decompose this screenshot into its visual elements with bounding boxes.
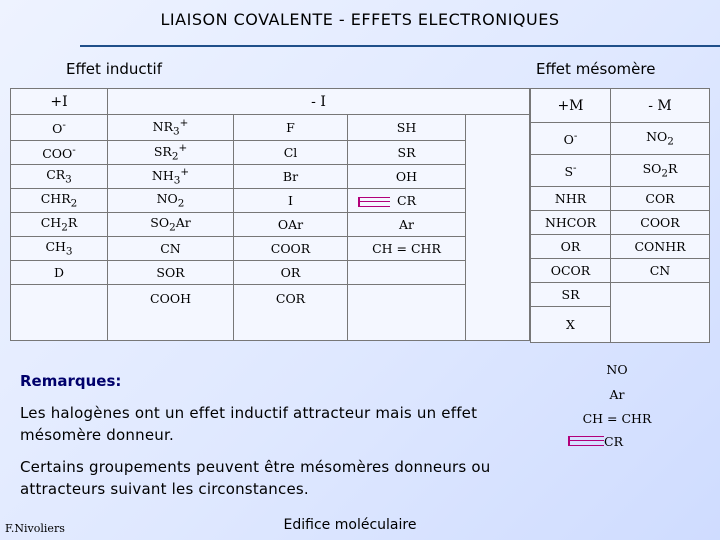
minus-i-cell: I (234, 189, 348, 213)
minus-i-cell: OR (234, 261, 348, 285)
plus-i-cell: D (11, 261, 108, 285)
minus-i-cell: $SR_2^+$ (108, 141, 234, 165)
minus-i-cell: COR (234, 285, 348, 341)
plus-m-cell: OR (531, 235, 611, 259)
plus-i-cell: $CH_3$ (11, 237, 108, 261)
minus-i-cell: COOR (234, 237, 348, 261)
ambivalent-ar: Ar (609, 387, 625, 402)
minus-i-cell: CH = CHR (348, 237, 466, 261)
ambivalent-no: NO (606, 362, 628, 377)
plus-i-cell: $CHR_2$ (11, 189, 108, 213)
minus-i-cell: SOR (108, 261, 234, 285)
page-title: LIAISON COVALENTE - EFFETS ELECTRONIQUES (160, 10, 560, 29)
minus-i-cell: SR (348, 141, 466, 165)
minus-i-cell: $NH_3^+$ (108, 165, 234, 189)
ambivalent-alkyne: CR (604, 434, 623, 449)
plus-i-cell: COO- (11, 141, 108, 165)
minus-i-cell: Br (234, 165, 348, 189)
minus-m-cell: CONHR (611, 235, 710, 259)
remark-groups: Certains groupements peuvent être mésomères donneurs ou attracteurs suivant les circonstances. (20, 458, 491, 498)
minus-i-cell: SH (348, 115, 466, 141)
minus-m-cell: $NO_2$ (611, 123, 710, 155)
mesomeric-heading: Effet mésomère (536, 60, 656, 78)
plus-i-cell: $CH_2R$ (11, 213, 108, 237)
plus-m-cell: NHR (531, 187, 611, 211)
minus-i-cell: CR (348, 189, 466, 213)
triple-bond-icon (358, 197, 390, 207)
minus-i-cell: CN (108, 237, 234, 261)
plus-m-cell: X (531, 307, 611, 343)
minus-i-cell: $NO_2$ (108, 189, 234, 213)
footer-title: Edifice moléculaire (283, 517, 417, 533)
title-rule (80, 45, 720, 47)
minus-i-cell: $NR_3^+$ (108, 115, 234, 141)
mesomeric-table (530, 88, 710, 343)
minus-i-cell: COOH (108, 285, 234, 341)
minus-i-cell (348, 285, 466, 341)
minus-m-cell: CN (611, 259, 710, 283)
plus-i-header: +I (11, 89, 108, 115)
minus-i-cell: $SO_2Ar$ (108, 213, 234, 237)
inductive-heading: Effet inductif (66, 60, 162, 78)
plus-m-cell: O- (531, 123, 611, 155)
plus-i-cell (11, 285, 108, 341)
plus-m-cell: OCOR (531, 259, 611, 283)
empty-cell (466, 115, 530, 341)
empty-cell (611, 283, 710, 343)
plus-m-cell: SR (531, 283, 611, 307)
minus-i-cell: Ar (348, 213, 466, 237)
triple-bond-icon (568, 433, 604, 447)
minus-i-header: - I (108, 89, 530, 115)
plus-i-cell: $CR_3$ (11, 165, 108, 189)
minus-m-cell: COR (611, 187, 710, 211)
minus-m-cell: COOR (611, 211, 710, 235)
plus-m-cell: NHCOR (531, 211, 611, 235)
remark-halogens: Les halogènes ont un effet inductif attracteur mais un effet mésomère donneur. (20, 404, 478, 444)
plus-i-cell: O- (11, 115, 108, 141)
minus-m-cell: $SO_2R$ (611, 155, 710, 187)
minus-m-header: - M (611, 89, 710, 123)
ambivalent-alkene: CH = CHR (582, 411, 652, 426)
minus-i-cell: OH (348, 165, 466, 189)
minus-i-cell (348, 261, 466, 285)
minus-i-cell: F (234, 115, 348, 141)
remarks-title: Remarques: (20, 372, 122, 390)
author: F.Nivoliers (5, 522, 65, 535)
inductive-table (10, 88, 530, 341)
minus-i-cell: Cl (234, 141, 348, 165)
minus-i-cell: OAr (234, 213, 348, 237)
plus-m-cell: S- (531, 155, 611, 187)
plus-m-header: +M (531, 89, 611, 123)
